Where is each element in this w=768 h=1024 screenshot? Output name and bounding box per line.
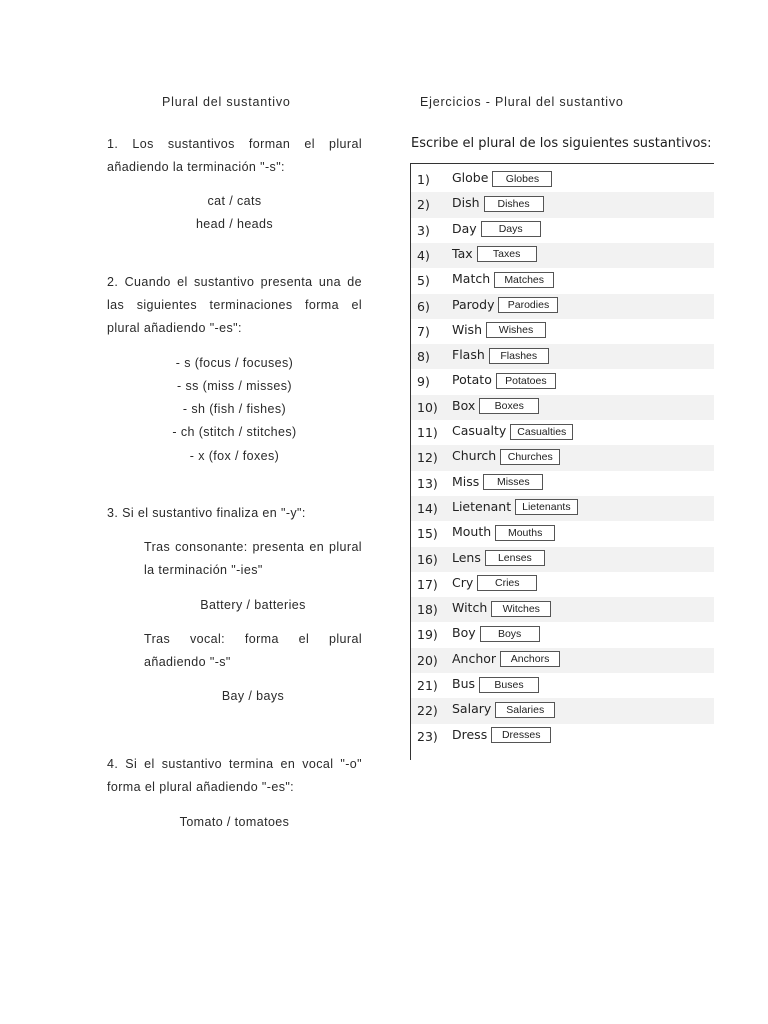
exercise-number: 16) xyxy=(417,551,438,567)
answer-field[interactable]: Lietenants xyxy=(515,499,577,515)
exercise-word-text: Bus xyxy=(452,676,476,691)
exercise-word xyxy=(452,575,537,592)
answer-field[interactable]: Matches xyxy=(494,272,554,288)
answer-field[interactable]: Globes xyxy=(492,171,552,187)
exercise-word-text: Dress xyxy=(452,726,488,742)
exercise-word-text: Mouth xyxy=(452,524,492,540)
rule-2-example: - sh (fish / fishes) xyxy=(182,402,287,416)
rule-1-text: 1. Los sustantivos forman el plural añadiendo la terminación "-s": xyxy=(107,137,362,174)
exercise-word xyxy=(452,676,539,693)
exercise-row xyxy=(411,319,714,344)
exercise-row xyxy=(411,496,714,521)
exercise-word xyxy=(452,322,546,339)
answer-field[interactable]: Wishes xyxy=(486,322,546,338)
answer-field[interactable]: Cries xyxy=(477,575,537,591)
answer-field[interactable]: Salaries xyxy=(495,702,555,718)
exercise-word xyxy=(452,398,539,415)
exercise-row xyxy=(411,622,714,647)
exercise-word xyxy=(452,524,555,541)
answer-field[interactable]: Parodies xyxy=(498,297,558,313)
exercise-row xyxy=(411,243,714,268)
exercise-word-text: Witch xyxy=(452,600,488,616)
exercise-number: 1) xyxy=(417,172,430,187)
rule-1-example: head / heads xyxy=(195,217,274,231)
exercise-row xyxy=(411,420,714,445)
rule-3-text: 3. Si el sustantivo finaliza en "-y": xyxy=(107,506,306,520)
exercise-number: 14) xyxy=(417,500,438,516)
exercise-row xyxy=(411,648,714,673)
exercise-row xyxy=(411,547,714,572)
exercise-row xyxy=(411,218,714,243)
exercise-word xyxy=(452,625,540,642)
exercise-word-text: Match xyxy=(452,271,491,287)
exercise-word-text: Box xyxy=(452,397,476,413)
exercise-row xyxy=(411,698,714,723)
answer-field[interactable]: Lenses xyxy=(485,550,545,566)
rule-4-text: 4. Si el sustantivo termina en vocal "-o" forma el plural añadiendo "-es": xyxy=(107,757,362,794)
exercise-number: 12) xyxy=(417,450,438,466)
answer-field[interactable]: Taxes xyxy=(477,246,537,262)
exercise-row xyxy=(411,445,714,470)
exercise-word-text: Cry xyxy=(452,574,474,590)
exercise-number: 9) xyxy=(417,374,430,390)
exercise-number: 5) xyxy=(417,273,430,289)
exercise-word-text: Globe xyxy=(452,170,489,185)
answer-field[interactable]: Potatoes xyxy=(496,373,556,389)
answer-field[interactable]: Witches xyxy=(491,601,551,617)
exercise-number: 13) xyxy=(417,475,438,491)
exercise-row xyxy=(411,471,714,496)
exercise-number: 11) xyxy=(417,425,438,440)
exercise-word-text: Casualty xyxy=(452,423,507,438)
exercise-row xyxy=(411,369,714,394)
exercise-row xyxy=(411,597,714,622)
exercise-number: 23) xyxy=(417,728,438,744)
exercise-instruction: Escribe el plural de los siguientes sustantivos: xyxy=(411,136,712,151)
exercise-word xyxy=(452,271,554,288)
exercise-word-text: Parody xyxy=(452,296,495,312)
answer-field[interactable]: Casualties xyxy=(510,424,573,440)
exercise-word xyxy=(452,600,551,617)
rule-4-example: Tomato / tomatoes xyxy=(179,815,290,829)
exercise-word xyxy=(452,170,552,187)
answer-field[interactable]: Buses xyxy=(479,677,539,693)
exercise-number: 2) xyxy=(417,197,430,213)
exercise-word xyxy=(452,448,560,465)
exercise-number: 3) xyxy=(417,222,430,238)
exercise-word xyxy=(452,550,545,567)
exercise-word xyxy=(452,195,544,212)
rule-2-text: 2. Cuando el sustantivo presenta una de las siguientes terminaciones forma el plural añadiendo "-es": xyxy=(107,275,362,335)
answer-field[interactable]: Anchors xyxy=(500,651,560,667)
exercise-row xyxy=(411,167,714,192)
exercise-word-text: Salary xyxy=(452,701,492,717)
exercise-word xyxy=(452,474,543,491)
rule-2-example: - s (focus / focuses) xyxy=(175,356,294,370)
exercise-word xyxy=(452,423,573,440)
exercise-number: 19) xyxy=(417,627,438,643)
exercise-word xyxy=(452,246,537,263)
exercise-row xyxy=(411,521,714,546)
rule-3-vowel-example: Bay / bays xyxy=(221,689,285,703)
exercise-number: 21) xyxy=(417,678,438,693)
exercise-number: 18) xyxy=(417,602,438,618)
exercise-word xyxy=(452,297,558,314)
exercise-number: 7) xyxy=(417,323,430,339)
exercise-word xyxy=(452,347,549,364)
exercise-row xyxy=(411,192,714,217)
answer-field[interactable]: Mouths xyxy=(495,525,555,541)
answer-field[interactable]: Misses xyxy=(483,474,543,490)
exercise-word xyxy=(452,701,555,718)
exercise-word xyxy=(452,372,556,389)
answer-field[interactable]: Boys xyxy=(480,626,540,642)
rule-2-example: - x (fox / foxes) xyxy=(189,449,280,463)
exercise-number: 4) xyxy=(417,247,430,263)
exercise-row xyxy=(411,572,714,597)
exercise-number: 6) xyxy=(417,298,430,314)
exercise-word-text: Day xyxy=(452,220,477,236)
rule-1-example: cat / cats xyxy=(207,194,262,208)
exercise-row xyxy=(411,294,714,319)
exercise-row xyxy=(411,344,714,369)
exercise-word-text: Tax xyxy=(452,245,473,261)
exercise-word-text: Dish xyxy=(452,195,480,211)
rule-3-consonant-text: Tras consonante: presenta en plural la terminación "-ies" xyxy=(144,540,362,577)
exercise-word xyxy=(452,221,541,238)
exercise-number: 15) xyxy=(417,526,438,542)
exercise-number: 17) xyxy=(417,576,438,592)
rule-3-consonant-example: Battery / batteries xyxy=(200,598,306,612)
answer-field[interactable]: Dresses xyxy=(491,727,551,743)
exercise-word-text: Lens xyxy=(452,549,481,565)
answer-field[interactable]: Dishes xyxy=(484,196,544,212)
exercises-title: Ejercicios - Plural del sustantivo xyxy=(420,95,624,109)
exercise-word-text: Lietenant xyxy=(452,498,512,514)
rule-2-example: - ss (miss / misses) xyxy=(177,379,292,393)
rule-2-example: - ch (stitch / stitches) xyxy=(172,425,297,439)
exercise-word xyxy=(452,651,560,668)
exercise-number: 22) xyxy=(417,703,438,719)
exercise-word xyxy=(452,727,551,744)
exercise-number: 10) xyxy=(417,399,438,415)
rule-3-vowel-text: Tras vocal: forma el plural añadiendo "-s" xyxy=(144,632,362,669)
exercise-row xyxy=(411,673,714,698)
exercise-word-text: Miss xyxy=(452,473,480,489)
exercise-row xyxy=(411,268,714,293)
notes-title: Plural del sustantivo xyxy=(162,95,291,109)
exercise-word-text: Wish xyxy=(452,321,482,337)
exercise-word-text: Church xyxy=(452,448,497,464)
exercise-row xyxy=(411,724,714,749)
exercise-number: 20) xyxy=(417,652,438,668)
exercise-word-text: Boy xyxy=(452,625,476,641)
exercise-word-text: Potato xyxy=(452,372,492,388)
exercise-word-text: Flash xyxy=(452,347,485,363)
answer-field[interactable]: Days xyxy=(481,221,541,237)
answer-field[interactable]: Flashes xyxy=(489,348,549,364)
answer-field[interactable]: Churches xyxy=(500,449,560,465)
exercise-number: 8) xyxy=(417,349,430,365)
exercise-word-text: Anchor xyxy=(452,650,497,666)
exercise-word xyxy=(452,499,578,516)
exercise-table xyxy=(410,163,714,760)
answer-field[interactable]: Boxes xyxy=(479,398,539,414)
exercise-row xyxy=(411,395,714,420)
